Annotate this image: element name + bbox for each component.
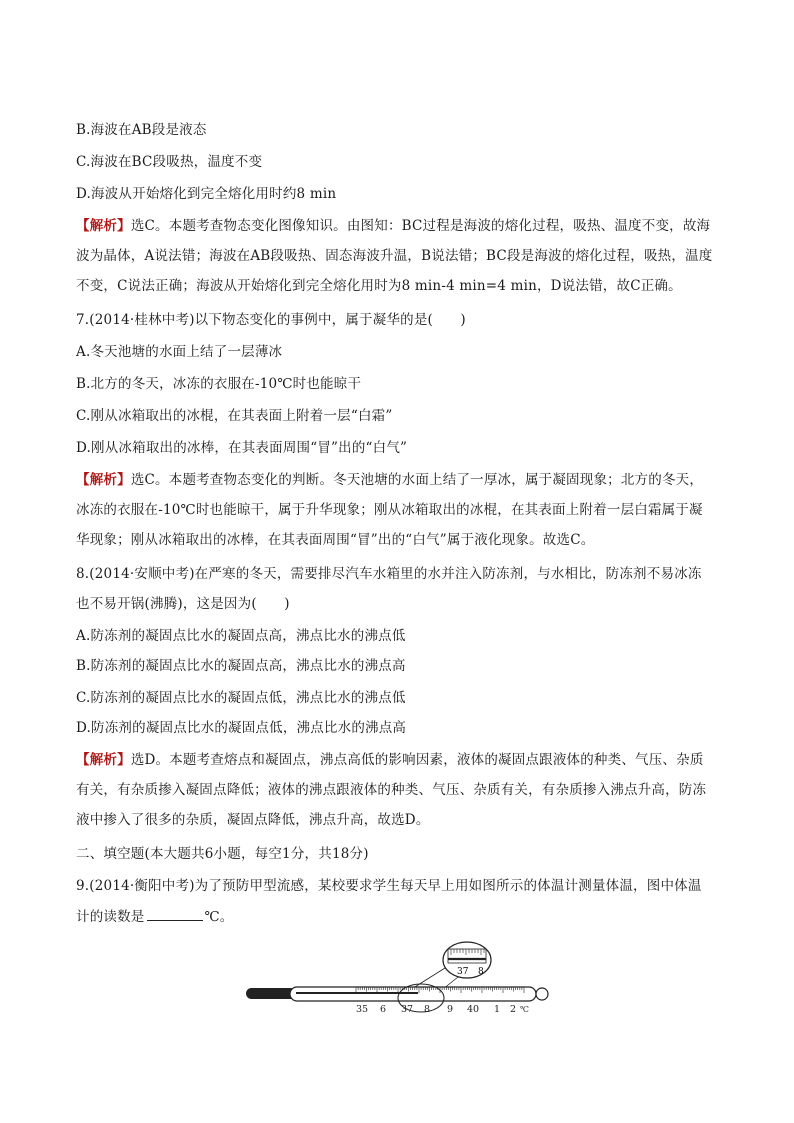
text-line [76,470,716,490]
text-line [76,780,716,800]
line-text: D.海波从开始熔化到完全熔化用时约8 min [76,186,337,202]
line-text: C.刚从冰箱取出的冰棍，在其表面上附着一层“白霜” [76,408,393,424]
text-line [76,810,716,830]
line-text: 波为晶体，A说法错；海波在AB段吸热、固态海波升温，B说法错；BC段是海波的熔化过程，吸热，温度 [76,248,713,264]
zoom-label-8: 8 [478,967,484,977]
line-text: A.冬天池塘的水面上结了一层薄冰 [76,344,283,360]
text-line [76,876,716,896]
text-line [76,564,716,584]
text-line [76,750,716,770]
line-text: 也不易开锅(沸腾)，这是因为( ) [76,596,290,612]
text-line [76,216,716,236]
line-text: 不变，C说法正确；海波从开始熔化到完全熔化用时为8 min-4 min=4 min，D说法错，故C正确。 [76,278,682,294]
line-text-after: ℃。 [204,909,234,925]
text-line [76,438,716,458]
text-line [76,844,716,864]
line-text: 冰冻的衣服在-10℃时也能晾干，属于升华现象；刚从冰箱取出的冰棍，在其表面上附着一层白霜属于凝 [76,502,703,518]
scale-label: 9 [447,1004,454,1015]
text-line [76,656,716,676]
text-line [76,594,716,614]
line-text: 8.(2014·安顺中考)在严寒的冬天，需要排尽汽车水箱里的水并注入防冻剂，与水相比，防冻剂不易冰冻 [76,566,702,582]
text-line [76,530,716,550]
line-text: B.防冻剂的凝固点比水的凝固点高，沸点比水的沸点高 [76,658,406,674]
text-line [76,310,716,330]
scale-label: 8 [424,1004,431,1015]
thermometer-end [536,988,548,1000]
text-line [76,688,716,708]
scale-label: 1 [494,1004,501,1015]
line-text: B.北方的冬天，冰冻的衣服在-10℃时也能晾干 [76,376,362,392]
line-text: 9.(2014·衡阳中考)为了预防甲型流感，某校要求学生每天早上用如图所示的体温计测量体温，图中体温 [76,878,702,894]
text-line [76,246,716,266]
scale-label: 37 [401,1004,414,1015]
text-line [76,906,716,927]
magnifier-scale [448,949,486,977]
text-line [76,152,716,172]
text-line [76,342,716,362]
text-line [76,718,716,738]
zoom-label-37: 37 [457,967,469,977]
line-text: 选C。本题考查物态变化的判断。冬天池塘的水面上结了一厚冰，属于凝固现象；北方的冬天， [130,472,704,488]
text-line [76,406,716,426]
text-line [76,120,716,140]
thermometer-figure [240,938,560,1038]
text-line [76,184,716,204]
scale-label: 2 [510,1004,517,1015]
line-text: D.防冻剂的凝固点比水的凝固点低，沸点比水的沸点高 [76,720,407,736]
text-line [76,626,716,646]
thermometer-bulb [246,988,296,999]
text-line [76,500,716,520]
line-text: A.防冻剂的凝固点比水的凝固点高，沸点比水的沸点低 [76,628,406,644]
line-text: B.海波在AB段是液态 [76,122,207,138]
scale-label: 40 [467,1004,480,1015]
line-text: C.防冻剂的凝固点比水的凝固点低，沸点比水的沸点低 [76,690,406,706]
text-line [76,374,716,394]
line-text: D.刚从冰箱取出的冰棒，在其表面周围“冒”出的“白气” [76,440,408,456]
line-text: 二、填空题(本大题共6小题，每空1分，共18分) [76,846,369,862]
line-text: 有关，有杂质掺入凝固点降低；液体的沸点跟液体的种类、气压、杂质有关，有杂质掺入沸点升高，防冻 [76,782,707,798]
line-text: 计的读数是 [76,909,145,925]
analysis-tag: 【解析】 [76,752,131,768]
line-text: 选C。本题考查物态变化图像知识。由图知：BC过程是海波的熔化过程，吸热、温度不变，故海 [130,218,711,234]
line-text: 7.(2014·桂林中考)以下物态变化的事例中，属于凝华的是( ) [76,312,466,328]
line-text: 华现象；刚从冰箱取出的冰棒，在其表面周围“冒”出的“白气”属于液化现象。故选C。 [76,532,595,548]
scale-label: 35 [356,1004,369,1015]
text-line [76,276,716,296]
analysis-tag: 【解析】 [76,218,131,234]
analysis-tag: 【解析】 [76,472,131,488]
scale-labels [356,1004,529,1015]
line-text: C.海波在BC段吸热，温度不变 [76,154,263,170]
scale-label: 6 [380,1004,387,1015]
line-text: 液中掺入了很多的杂质，凝固点降低，沸点升高，故选D。 [76,812,430,828]
answer-blank[interactable] [147,906,203,921]
line-text: 选D。本题考查熔点和凝固点，沸点高低的影响因素，液体的凝固点跟液体的种类、气压、杂质 [130,752,704,768]
unit-symbol: ℃ [520,1005,529,1014]
